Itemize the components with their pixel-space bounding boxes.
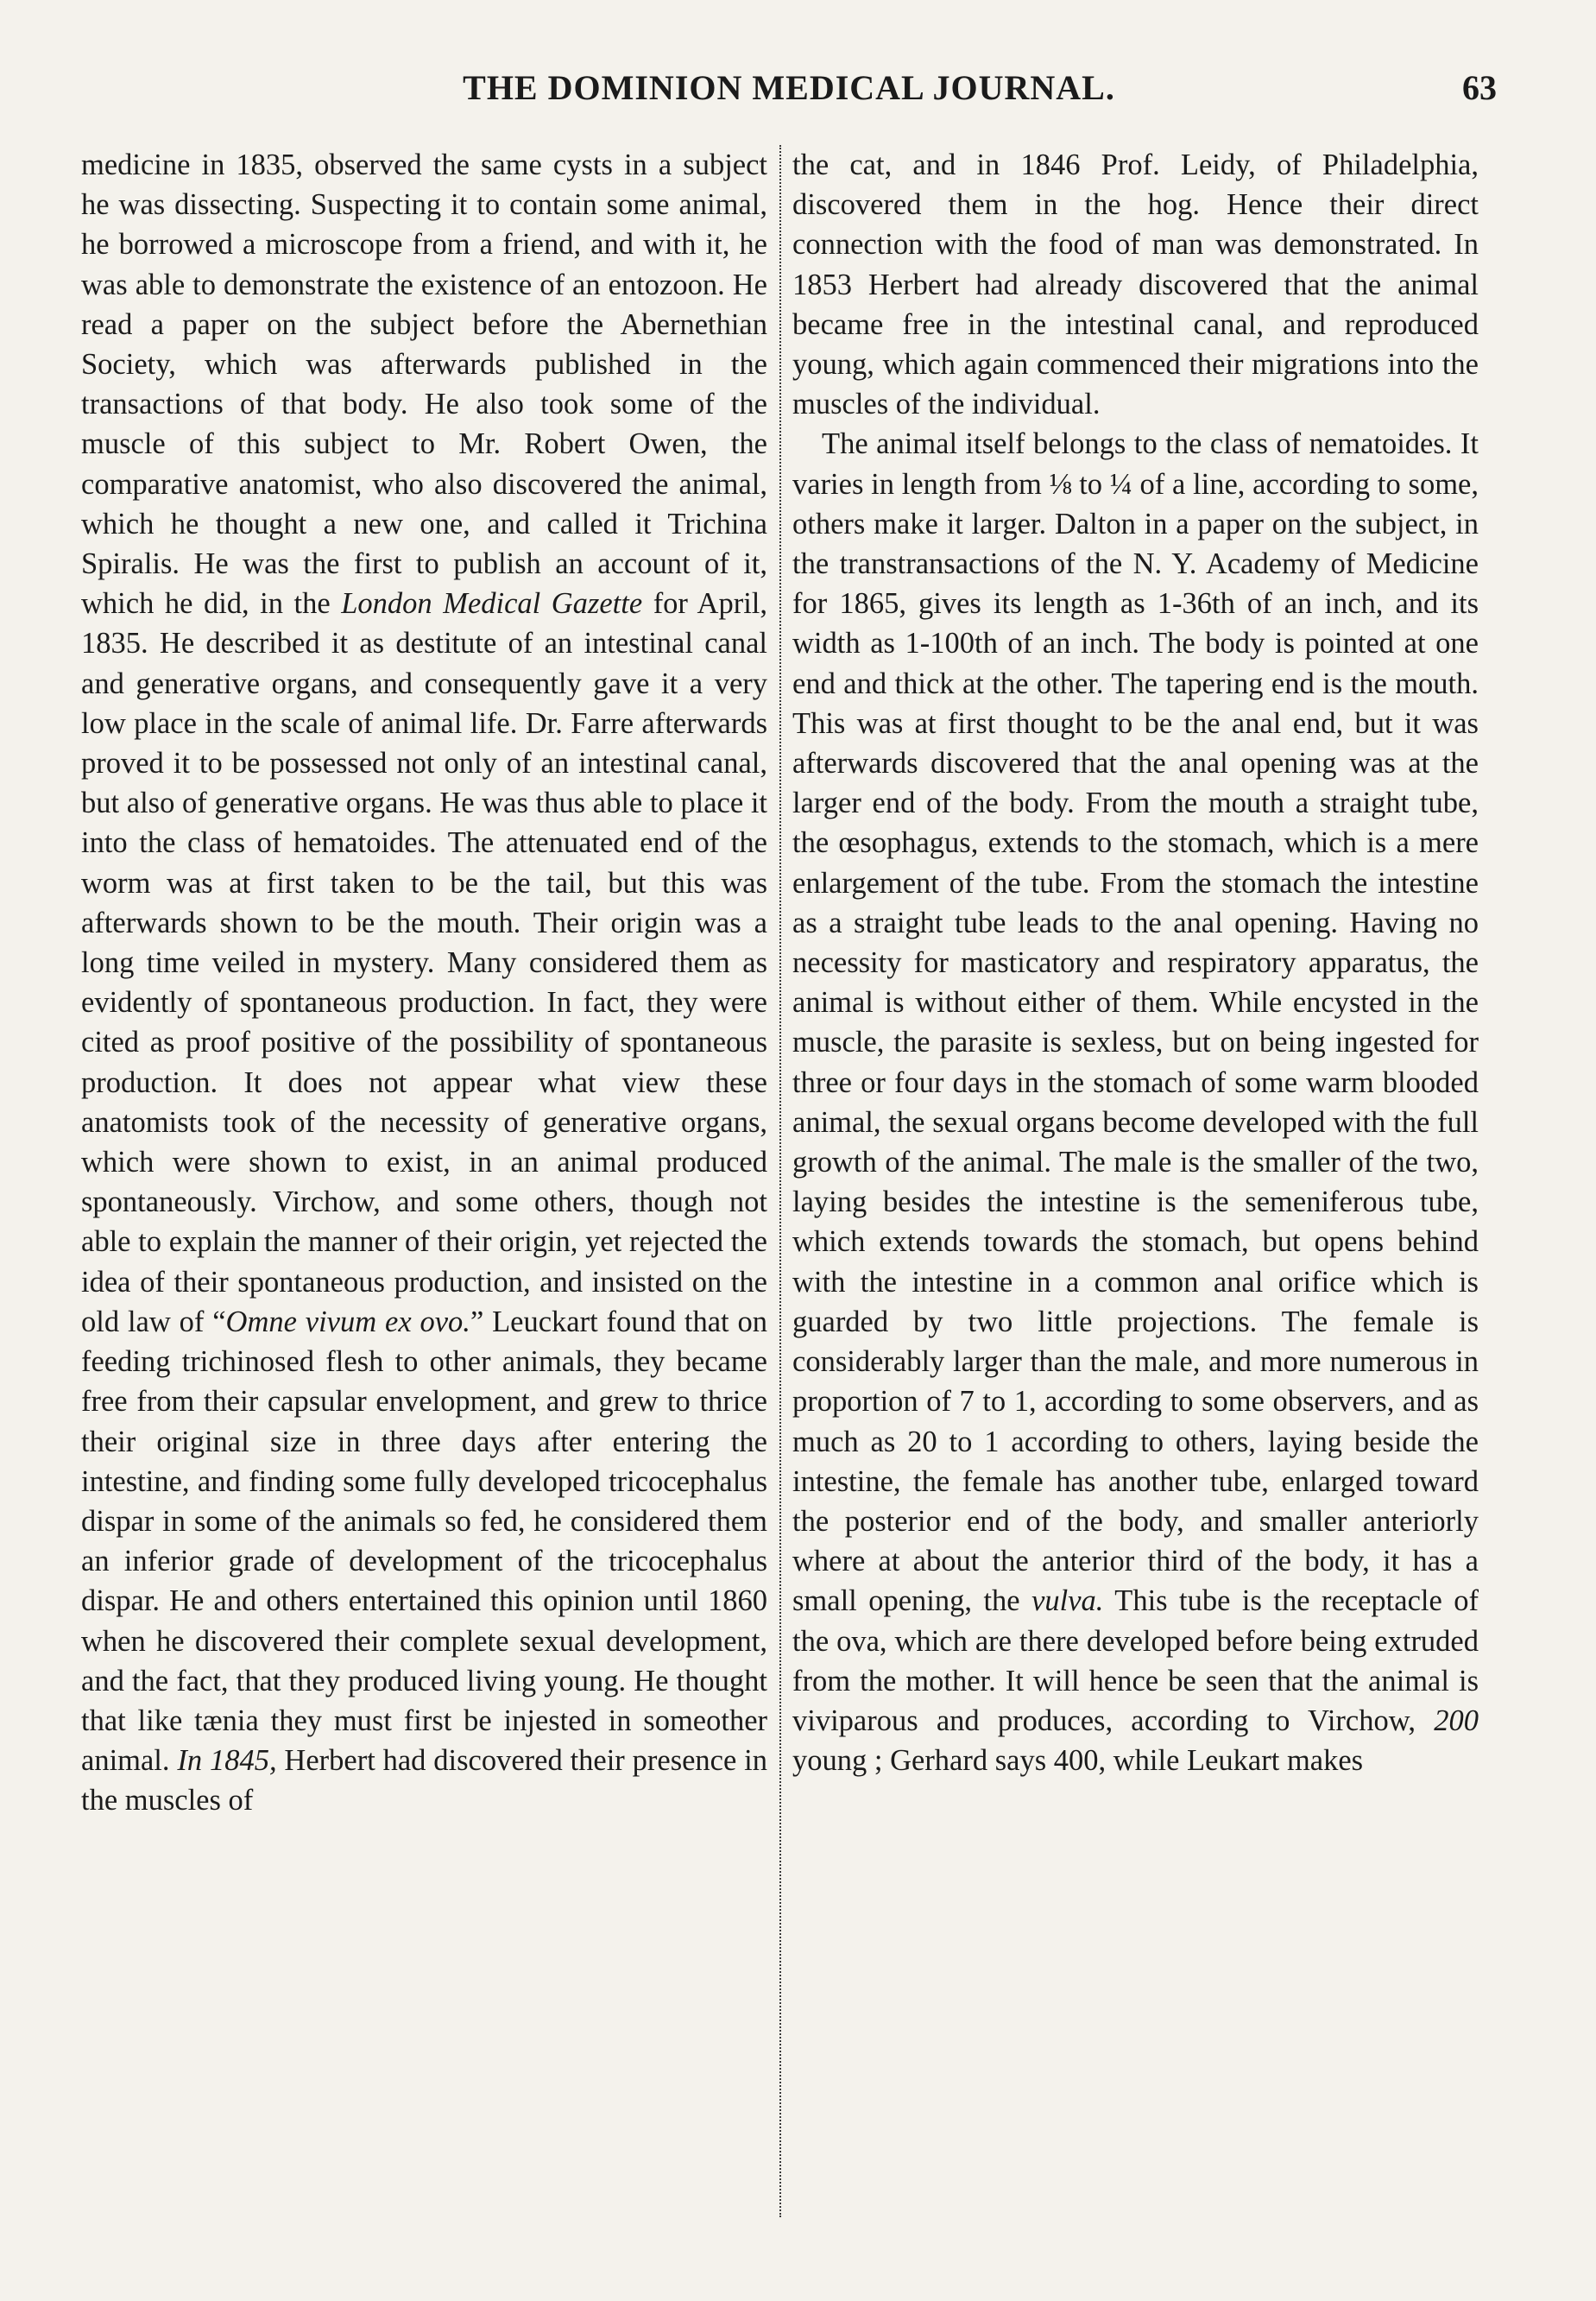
column-divider bbox=[779, 145, 781, 2217]
journal-title: THE DOMINION MEDICAL JOURNAL. bbox=[463, 68, 1115, 107]
paragraph bbox=[792, 424, 1479, 1780]
paragraph bbox=[81, 145, 767, 1821]
left-column bbox=[81, 145, 767, 2235]
page-number: 63 bbox=[1462, 68, 1497, 107]
right-column bbox=[792, 145, 1479, 2235]
text-segment: Herbert had discovered their presence in the muscles of bbox=[81, 1744, 767, 1817]
text-segment: medicine in 1835, observed the same cysts in a subject he was dissecting. Suspecting it to contain some animal, he borrowed a microscope from a friend, and with it, he was able to demonstrate the existence of an entozoon. He read a paper on the subject before the Abernethian Society, which was afterwards published in the transactions of that body. He also took some of the muscle of this subject to Mr. Robert Owen, the comparative anatomist, who also discovered the animal, which he thought a new one, and called it Trichina Spiralis. He was the first to publish an account of it, which he did, in the bbox=[81, 149, 767, 621]
text-segment: ” Leuckart found that on feeding trichinosed flesh to other animals, they became free from their capsular envelopment, and grew to thrice their original size in three days after entering the intestine, and finding some fully developed tricocephalus dispar in some of the animals so fed, he considered them an inferior grade of development of the tricocephalus dispar. He and others entertained this opinion until 1860 when he discovered their complete sexual development, and the fact, that they produced living young. He thought that like tænia they must first be injested in someother animal. bbox=[81, 1305, 767, 1778]
text-segment: the cat, and in 1846 Prof. Leidy, of Philadelphia, discovered them in the hog. Hence their direct connection with the food of man was demonstrated. In 1853 Herbert had already discovered that the animal became free in the intestinal canal, and reproduced young, which again commenced their migrations into the muscles of the individual. bbox=[792, 149, 1479, 421]
running-header bbox=[81, 67, 1497, 119]
italic-text: London Medical Gazette bbox=[341, 587, 643, 621]
italic-text: Omne vivum ex ovo. bbox=[225, 1305, 470, 1338]
text-segment: The animal itself belongs to the class of nematoides. It varies in length from ⅛ to ¼ of a line, according to some, others make it larger. Dalton in a paper on the subject, in the transtransactions of the N. Y. Academy of Medicine for 1865, gives its length as 1-36th of an inch, and its width as 1-100th of an inch. The body is pointed at one end and thick at the other. The tapering end is the mouth. This was at first thought to be the anal end, but it was afterwards discovered that the anal opening was at the larger end of the body. From the mouth a straight tube, the œsophagus, extends to the stomach, which is a mere enlargement of the tube. From the stomach the intestine as a straight tube leads to the anal opening. Having no necessity for masticatory and respiratory apparatus, the animal is without either of them. While encysted in the muscle, the parasite is sexless, but on being ingested for three or four days in the stomach of some warm blooded animal, the sexual organs become developed with the full growth of the animal. The male is the smaller of the two, laying besides the intestine is the semeniferous tube, which extends towards the stomach, but opens behind with the intestine in a common anal orifice which is guarded by two little projections. The female is considerably larger than the male, and more numerous in proportion of 7 to 1, according to some observers, and as much as 20 to 1 according to others, laying beside the intestine, the female has another tube, enlarged toward the posterior end of the body, and smaller anteriorly where at about the anterior third of the body, it has a small opening, the bbox=[792, 427, 1479, 1618]
italic-text: 200 bbox=[1434, 1704, 1479, 1737]
text-segment: for April, 1835. He described it as destitute of an intestinal canal and generative organs, and consequently gave it a very low place in the scale of animal life. Dr. Farre afterwards proved it to be possessed not only of an intestinal canal, but also of generative organs. He was thus able to place it into the class of hematoides. The attenuated end of the worm was at first taken to be the tail, but this was afterwards shown to be the mouth. Their origin was a long time veiled in mystery. Many considered them as evidently of spontaneous production. In fact, they were cited as proof positive of the possibility of spontaneous production. It does not appear what view these anatomists took of the necessity of generative organs, which were shown to exist, in an animal produced spontaneously. Virchow, and some others, though not able to explain the manner of their origin, yet rejected the idea of their spontaneous production, and insisted on the old law of “ bbox=[81, 587, 767, 1338]
text-segment: This tube is the receptacle of the ova, which are there developed before being extruded from the mother. It will hence be seen that the animal is viviparous and produces, according to Virchow, bbox=[792, 1584, 1479, 1737]
italic-text: In 1845, bbox=[177, 1744, 285, 1778]
italic-text: vulva. bbox=[1031, 1584, 1104, 1618]
paragraph bbox=[792, 145, 1479, 424]
text-segment: young ; Gerhard says 400, while Leukart makes bbox=[792, 1744, 1364, 1778]
